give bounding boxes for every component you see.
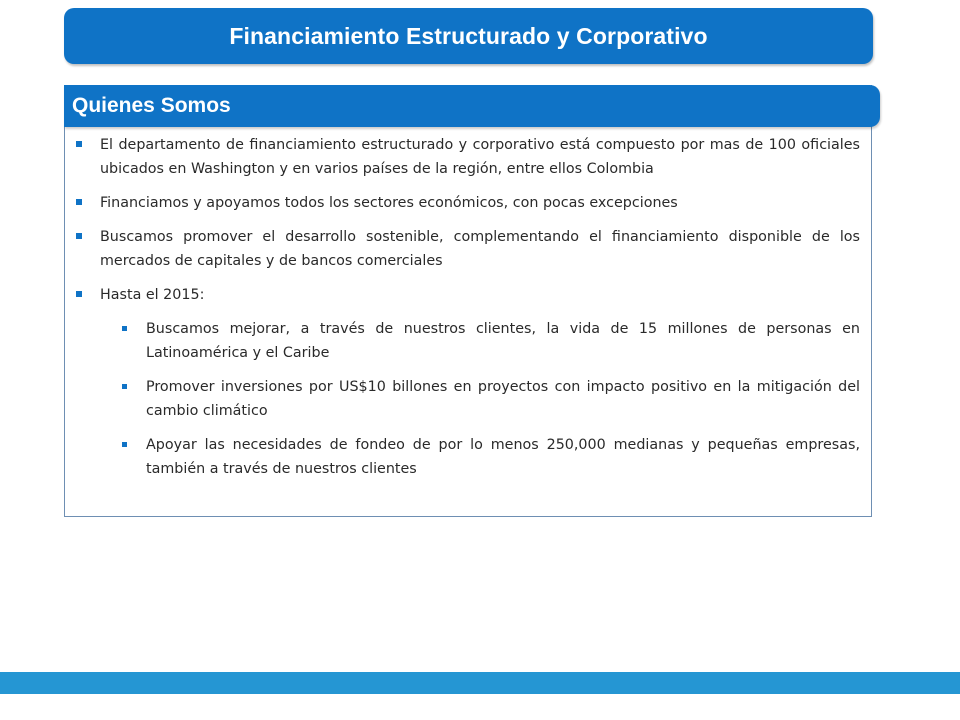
sub-list-item-text: Apoyar las necesidades de fondeo de por lo menos 250,000 medianas y pequeñas empresas, también a través de nuestros clientes: [146, 437, 860, 477]
list-item: [76, 283, 860, 307]
list-item: [76, 133, 860, 181]
list-item-text: Hasta el 2015:: [100, 287, 205, 303]
sub-list-item: [122, 317, 860, 365]
title-banner: [64, 8, 873, 64]
square-bullet-icon: [76, 199, 82, 205]
sub-list-item: [122, 433, 860, 481]
square-bullet-icon: [122, 442, 127, 447]
section-heading: Quienes Somos: [72, 94, 231, 117]
square-bullet-icon: [76, 291, 82, 297]
section-header: [64, 85, 880, 127]
square-bullet-icon: [122, 384, 127, 389]
list-item-text: Financiamos y apoyamos todos los sectores económicos, con pocas excepciones: [100, 195, 678, 211]
sub-list-item-text: Buscamos mejorar, a través de nuestros clientes, la vida de 15 millones de personas en Latinoamérica y el Caribe: [146, 321, 860, 361]
sub-list-item-text: Promover inversiones por US$10 billones en proyectos con impacto positivo en la mitigación del cambio climático: [146, 379, 860, 419]
list-item: [76, 225, 860, 273]
sub-list-item: [122, 375, 860, 423]
square-bullet-icon: [76, 233, 82, 239]
list-item: [76, 191, 860, 215]
footer-band: [0, 672, 960, 694]
square-bullet-icon: [122, 326, 127, 331]
bullet-list: [76, 133, 860, 491]
list-item-text: Buscamos promover el desarrollo sostenible, complementando el financiamiento disponible de los mercados de capitales y de bancos comerciales: [100, 229, 860, 269]
page-title: Financiamiento Estructurado y Corporativo: [229, 22, 708, 49]
list-item-text: El departamento de financiamiento estructurado y corporativo está compuesto por mas de 100 oficiales ubicados en Washington y en varios países de la región, entre ellos Colombia: [100, 137, 860, 177]
square-bullet-icon: [76, 141, 82, 147]
